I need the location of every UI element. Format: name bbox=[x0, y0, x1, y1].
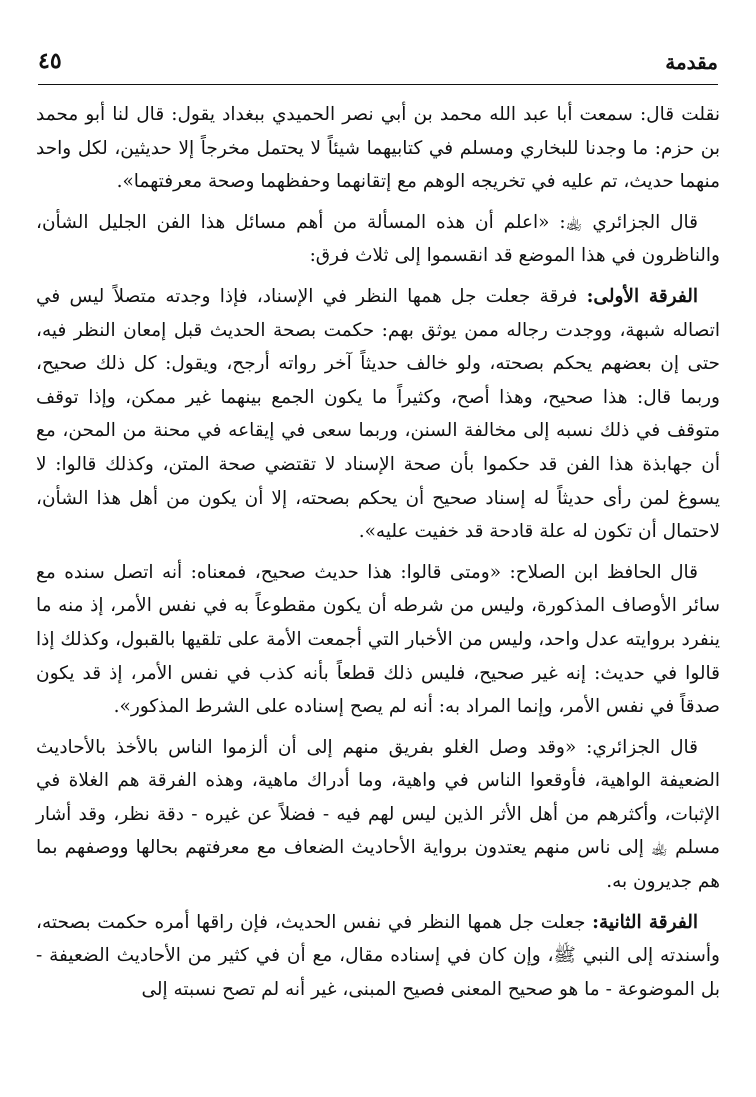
paragraph-text: قال الجزائري ﵀: «اعلم أن هذه المسألة من أهم مسائل هذا الفن الجليل الشأن، والناظرون في هذا الموضع قد انقسموا إلى ثلاث فرق: bbox=[36, 211, 720, 267]
page-header bbox=[38, 44, 718, 85]
paragraph-text: جعلت جل همها النظر في نفس الحديث، فإن راقها أمره حكمت بصحته، وأسندته إلى النبي ﷺ، وإن كان في إسناده مقال، مع أن في كثير من الأحاديث الضعيفة - بل الموضوعة - ما هو صحيح المعنى فصيح المبنى، غير أنه لم تصح نسبته إلى bbox=[36, 911, 720, 1000]
paragraph-lead: الفرقة الأولى: bbox=[586, 285, 698, 307]
paragraph-lead: الفرقة الثانية: bbox=[592, 911, 698, 933]
paragraph-5 bbox=[36, 731, 720, 899]
page-body bbox=[36, 98, 720, 1013]
section-title: مقدمة bbox=[665, 50, 718, 74]
paragraph-3 bbox=[36, 280, 720, 549]
paragraph-2 bbox=[36, 206, 720, 273]
paragraph-6 bbox=[36, 906, 720, 1007]
paragraph-text: فرقة جعلت جل همها النظر في الإسناد، فإذا وجدته متصلاً ليس في اتصاله شبهة، ووجدت رجاله ممن يوثق بهم: حكمت بصحة الحديث قبل إمعان النظر فيه، حتى إن بعضهم يحكم بصحته، ولو خالف حديثاً آخر رواته أرجح، ويقول: كل ذلك صحيح، وربما قال: هذا صحيح، وهذا أصح، وكثيراً ما يكون الجمع بينهما غير ممكن، وإذا توقف متوقف في ذلك نسبه إلى مخالفة السنن، وربما سعى في إيقاعه في محنة من المحن، مع أن جهابذة هذا الفن قد حكموا بأن صحة الإسناد لا تقتضي صحة المتن، وكذلك قالوا: لا يسوغ لمن رأى حديثاً له إسناد صحيح أن يحكم بصحته، إلا أن يكون من أهل هذا الشأن، لاحتمال أن تكون له علة قادحة قد خفيت عليه». bbox=[36, 285, 720, 543]
paragraph-1 bbox=[36, 98, 720, 199]
paragraph-text: قال الحافظ ابن الصلاح: «ومتى قالوا: هذا حديث صحيح، فمعناه: أنه اتصل سنده مع سائر الأوصاف المذكورة، وليس من شرطه أن يكون مقطوعاً به في نفس الأمر، إذ منه ما ينفرد بروايته عدل واحد، وليس من الأخبار التي أجمعت الأمة على تلقيها بالقبول، وكذلك إذا قالوا في حديث: إنه غير صحيح، فليس ذلك قطعاً بأنه كذب في نفس الأمر، إذ قد يكون صدقاً في نفس الأمر، وإنما المراد به: أنه لم يصح إسناده على الشرط المذكور». bbox=[36, 561, 720, 718]
paragraph-text: نقلت قال: سمعت أبا عبد الله محمد بن أبي نصر الحميدي ببغداد يقول: قال لنا أبو محمد بن حزم: ما وجدنا للبخاري ومسلم في كتابيهما شيئاً لا يحتمل مخرجاً إلا حديثين، لكل واحد منهما حديث، تم عليه في تخريجه الوهم مع إتقانهما وحفظهما وصحة معرفتهما». bbox=[36, 104, 720, 193]
paragraph-4 bbox=[36, 556, 720, 724]
page-number: ٤٥ bbox=[38, 48, 62, 74]
paragraph-text: قال الجزائري: «وقد وصل الغلو بفريق منهم إلى أن ألزموا الناس بالأخذ بالأحاديث الضعيفة الواهية، فأوقعوا الناس في واهية، وما أدراك ماهية، وهذه الفرقة هم الغلاة في الإثبات، وأكثرهم من أهل الأثر الذين ليس لهم فيه - فضلاً عن غيره - دقة نظر، وقد أشار مسلم ﵀ إلى ناس منهم يعتدون برواية الأحاديث الضعاف مع معرفتهم بحالها ووصفهم بما هم جديرون به. bbox=[36, 736, 720, 893]
